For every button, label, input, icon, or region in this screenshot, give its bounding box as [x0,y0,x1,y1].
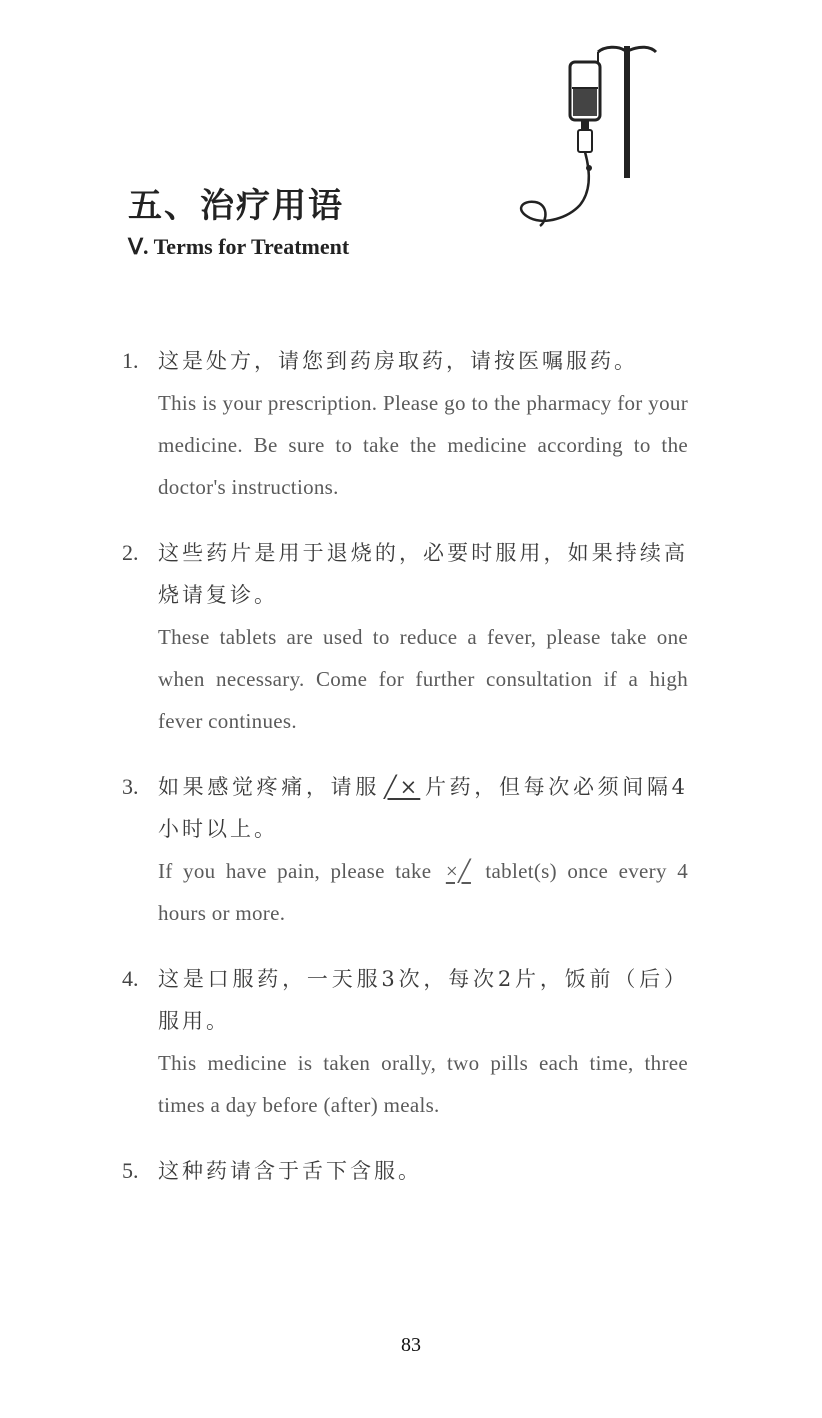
item-number: 2. [122,540,139,565]
section-title-cn: 五、治疗用语 [128,186,344,226]
item-text-en: This medicine is taken orally, two pills each time, three times a day before (after) meals. [158,1051,688,1117]
item-number: 4. [122,966,139,991]
treatment-terms-list [122,340,688,1216]
item-number: 5. [122,1158,139,1183]
iv-drip-illustration [500,40,700,240]
item-text-en [158,850,688,934]
list-item [122,958,688,1126]
item-text-cn [158,766,688,850]
item-text-cn: 这种药请含于舌下含服。 [158,1159,422,1183]
item-text-cn-after: 片药，但每次必须间隔4小时以上。 [158,775,688,841]
item-number: 3. [122,774,139,799]
page-number: 83 [401,1334,421,1356]
item-text-en: These tablets are used to reduce a fever, please take one when necessary. Come for further consultation if a high fever continues. [158,625,688,733]
item-number: 1. [122,348,139,373]
dosage-blank-en: ×╱ [445,859,471,883]
item-text-en: This is your prescription. Please go to the pharmacy for your medicine. Be sure to take the medicine according to the doctor's instructions. [158,391,688,499]
list-item [122,532,688,742]
list-item [122,340,688,508]
item-text-cn: 这是口服药，一天服3次，每次2片，饭前（后）服用。 [158,967,688,1033]
item-text-en-after: tablet(s) once every 4 hours or more. [158,859,688,925]
list-item [122,1150,688,1192]
list-item [122,766,688,934]
item-text-cn: 这是处方，请您到药房取药，请按医嘱服药。 [158,349,638,373]
section-title-en: Ⅴ. Terms for Treatment [128,234,350,259]
item-text-en-before: If you have pain, please take [158,859,432,883]
dosage-blank-cn: ╱× [384,775,421,799]
item-text-cn: 这些药片是用于退烧的，必要时服用，如果持续高烧请复诊。 [158,541,688,607]
item-text-cn-before: 如果感觉疼痛，请服 [158,775,381,799]
